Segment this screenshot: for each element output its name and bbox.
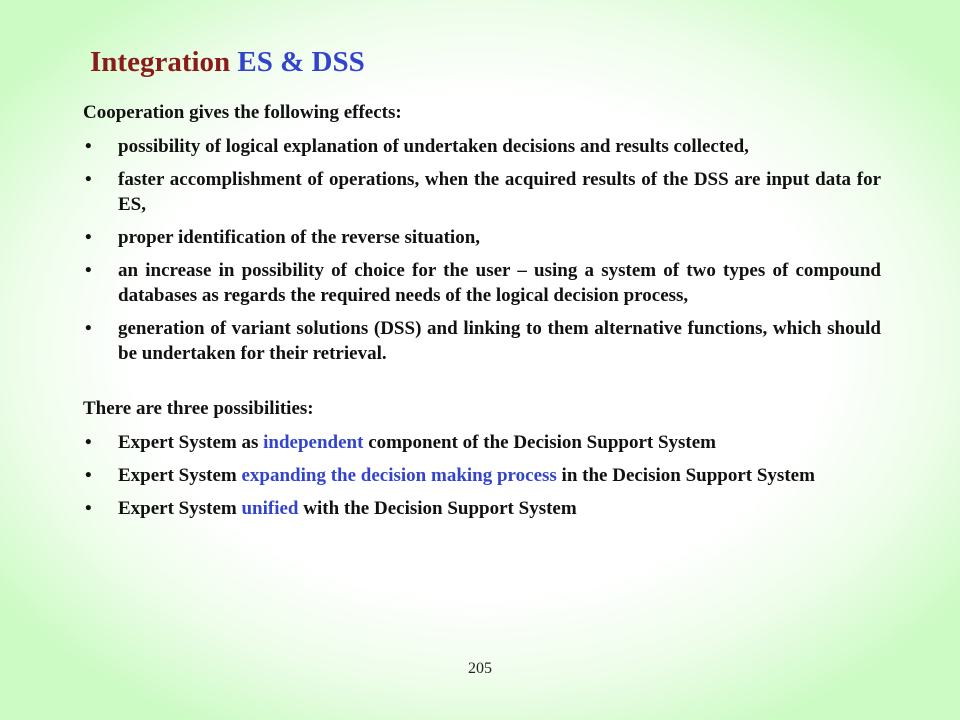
possibility-highlight: independent xyxy=(263,432,364,453)
effects-item-text: faster accomplishment of operations, when the acquired results of the DSS are input data for ES, xyxy=(118,169,881,215)
effects-lead: Cooperation gives the following effects: xyxy=(83,102,402,123)
bullet-icon: • xyxy=(85,227,92,248)
title-part-integration: Integration xyxy=(90,46,231,78)
possibility-text-pre: Expert System xyxy=(118,498,242,519)
effects-list xyxy=(83,134,881,366)
bullet-icon: • xyxy=(85,318,92,339)
slide-content xyxy=(83,100,881,529)
section-spacer xyxy=(83,374,881,396)
possibility-highlight: expanding the decision making process xyxy=(241,465,557,486)
possibilities-list-item xyxy=(83,463,881,488)
possibility-text-post: component of the Decision Support System xyxy=(363,432,717,453)
effects-list-item xyxy=(83,316,881,366)
possibility-text-post: with the Decision Support System xyxy=(298,498,577,519)
possibility-highlight: unified xyxy=(241,498,299,519)
title-part-es-dss: ES & DSS xyxy=(237,46,365,78)
bullet-icon: • xyxy=(85,260,92,281)
possibilities-list-item xyxy=(83,496,881,521)
slide-title xyxy=(90,44,365,80)
effects-list-item xyxy=(83,225,881,250)
bullet-icon: • xyxy=(85,465,92,486)
possibilities-list-item xyxy=(83,430,881,455)
effects-item-text: proper identification of the reverse situation, xyxy=(118,227,481,248)
possibility-text-post: in the Decision Support System xyxy=(556,465,815,486)
effects-list-item xyxy=(83,258,881,308)
possibilities-list xyxy=(83,430,881,521)
possibility-text-pre: Expert System xyxy=(118,465,242,486)
bullet-icon: • xyxy=(85,169,92,190)
effects-item-text: generation of variant solutions (DSS) and linking to them alternative functions, which should be undertaken for their retrieval. xyxy=(118,318,881,364)
effects-list-item xyxy=(83,134,881,159)
effects-list-item xyxy=(83,167,881,217)
effects-item-text: an increase in possibility of choice for the user – using a system of two types of compound databases as regards the required needs of the logical decision process, xyxy=(118,260,881,306)
possibilities-lead: There are three possibilities: xyxy=(83,398,314,419)
page-number: 205 xyxy=(468,660,492,677)
bullet-icon: • xyxy=(85,432,92,453)
effects-item-text: possibility of logical explanation of undertaken decisions and results collected, xyxy=(118,136,749,157)
bullet-icon: • xyxy=(85,498,92,519)
bullet-icon: • xyxy=(85,136,92,157)
possibility-text-pre: Expert System as xyxy=(118,432,264,453)
